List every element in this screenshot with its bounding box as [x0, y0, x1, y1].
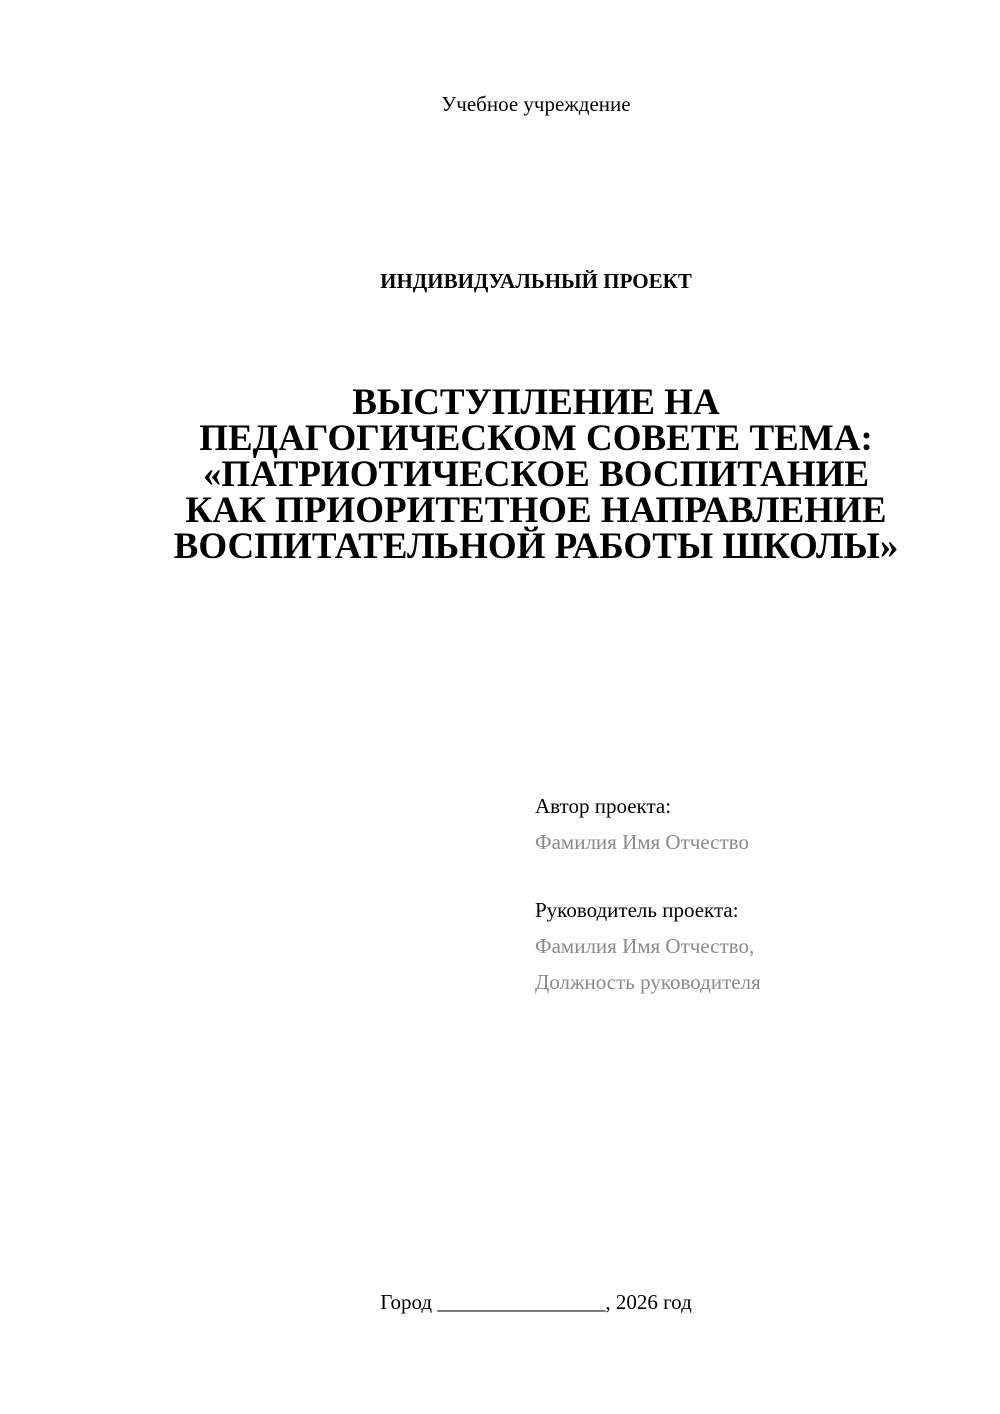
title-line: КАК ПРИОРИТЕТНОЕ НАПРАВЛЕНИЕ [185, 490, 887, 531]
city-year-line: Город ________________, 2026 год [380, 1290, 692, 1314]
title-line: ВОСПИТАТЕЛЬНОЙ РАБОТЫ ШКОЛЫ» [173, 526, 899, 567]
document-type: ИНДИВИДУАЛЬНЫЙ ПРОЕКТ [380, 269, 692, 293]
institution-name: Учебное учреждение [441, 92, 631, 116]
title-line: ВЫСТУПЛЕНИЕ НА [352, 382, 720, 423]
title-line: ПЕДАГОГИЧЕСКОМ СОВЕТЕ ТЕМА: [199, 418, 873, 459]
author-name: Фамилия Имя Отчество [535, 830, 749, 854]
supervisor-name: Фамилия Имя Отчество, [535, 934, 755, 958]
project-title [120, 382, 952, 567]
title-line: «ПАТРИОТИЧЕСКОЕ ВОСПИТАНИЕ [202, 454, 870, 495]
supervisor-label: Руководитель проекта: [535, 898, 739, 922]
author-block [535, 788, 749, 860]
supervisor-block [535, 892, 761, 1000]
author-label: Автор проекта: [535, 794, 672, 818]
supervisor-position: Должность руководителя [535, 970, 761, 994]
